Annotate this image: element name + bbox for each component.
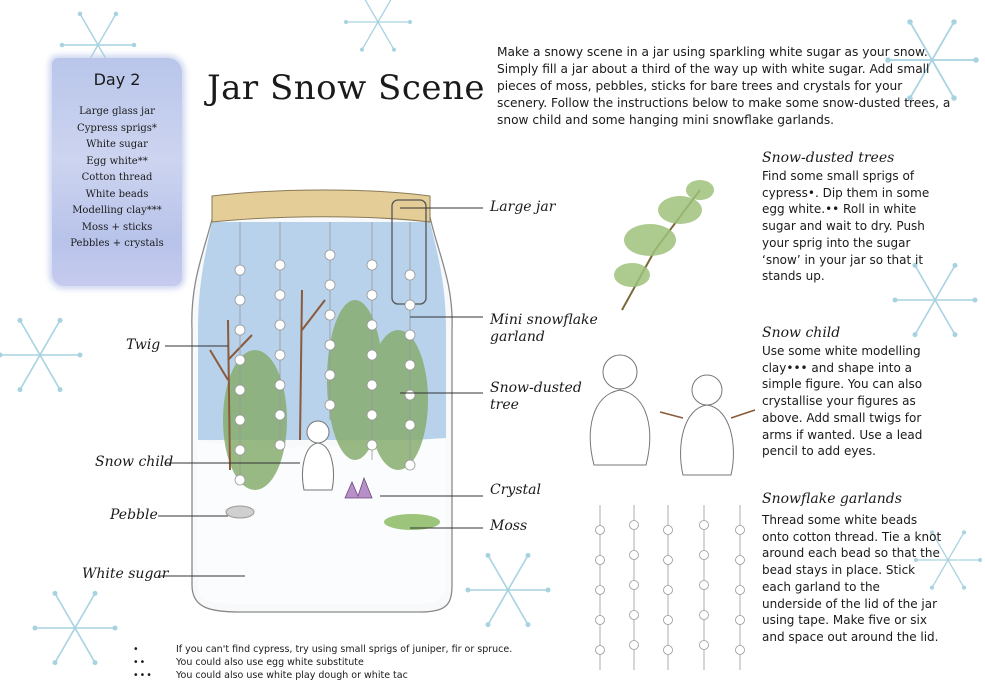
footnote-text: You could also use egg white substitute <box>176 657 364 668</box>
section-title-child: Snow child <box>762 325 841 341</box>
section-body-child: Use some white modelling clay••• and shape into a simple figure. You can also crystallise your figures as above. Add small twigs for arms if wanted. Use a lead pencil to add eyes. <box>762 344 923 459</box>
intro-paragraph: Make a snowy scene in a jar using sparkling white sugar as your snow. Simply fill a jar about a third of the way up with white sugar. Add small pieces of moss, pebbles, sticks for bare trees and crystals for your scenery. Follow the instructions below to make some snow-dusted trees, a snow child and some hanging mini snowflake garlands. <box>497 45 951 127</box>
label-snow-tree <box>490 380 582 414</box>
footnote-text: You could also use white play dough or white tac <box>176 670 408 681</box>
page-title: Jar Snow Scene <box>207 68 486 108</box>
cypress-sprig-illustration <box>614 180 714 310</box>
footnote-mark: ••• <box>133 670 153 681</box>
footnote-text: If you can't find cypress, try using small sprigs of juniper, fir or spruce. <box>176 644 513 655</box>
label-tree-line: tree <box>490 397 519 413</box>
supply-item: Cypress sprigs* <box>77 122 157 134</box>
supply-item: Cotton thread <box>81 172 153 183</box>
section-title-trees: Snow-dusted trees <box>762 150 895 166</box>
label-garland <box>490 312 598 346</box>
footnote-mark: • <box>133 644 140 655</box>
supply-item: White beads <box>85 188 149 200</box>
label-twig: Twig <box>126 337 161 353</box>
day-title: Day 2 <box>93 70 141 89</box>
snow-child-figure <box>303 421 334 490</box>
garlands-illustration <box>596 505 745 670</box>
label-tree-line: Snow-dusted <box>490 380 582 396</box>
supply-item: Pebbles + crystals <box>70 238 164 249</box>
footnote-mark: •• <box>133 657 147 668</box>
section-body-garlands: Thread some white beads onto cotton thread. Tie a knot around each bead so that the bead stays in place. Stick each garland to the underside of the lid of the jar using tape. Make five or six and space out around the lid. <box>762 513 942 644</box>
supply-item: Modelling clay*** <box>72 205 162 216</box>
supply-item: Egg white** <box>86 155 148 167</box>
label-snow-child: Snow child <box>95 454 174 470</box>
supply-item: Moss + sticks <box>81 221 153 233</box>
section-title-garlands: Snowflake garlands <box>762 491 902 507</box>
jar-lid <box>212 190 430 222</box>
section-body-trees: Find some small sprigs of cypress•. Dip them in some egg white.•• Roll in white sugar and wait to dry. Push your sprig into the sugar ‘snow’ in your jar so that it stands up. <box>762 169 930 284</box>
label-large-jar: Large jar <box>490 199 556 215</box>
pebble-figure <box>226 506 254 518</box>
supply-item: Large glass jar <box>79 106 155 117</box>
label-garland-line: garland <box>490 329 545 345</box>
label-moss: Moss <box>490 518 528 534</box>
snowmen-illustration <box>590 355 755 475</box>
label-crystal: Crystal <box>490 482 541 498</box>
label-garland-line: Mini snowflake <box>490 312 598 328</box>
label-pebble: Pebble <box>110 507 158 523</box>
supply-item: White sugar <box>86 139 148 150</box>
label-white-sugar: White sugar <box>82 566 169 582</box>
